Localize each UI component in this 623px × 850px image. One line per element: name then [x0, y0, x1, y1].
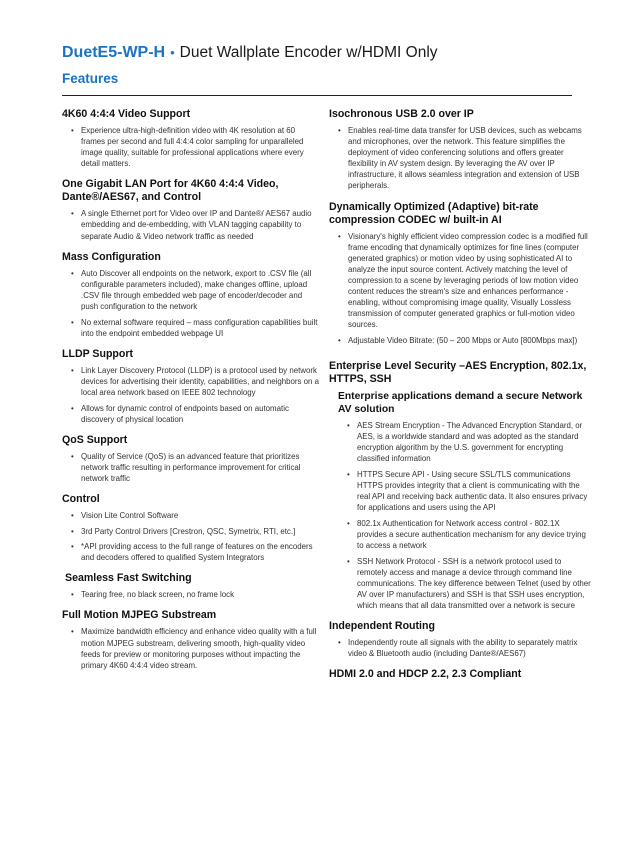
title-separator: • — [170, 45, 175, 60]
section-title: LLDP Support — [62, 347, 134, 360]
list-item: • Enables real-time data transfer for USB devices, such as webcams and microphones, over the network. This feature simplifies the deployment of video conferencing solutions and offers greater flexibility in AV system design. By leveraging the AV over IP infrastructure, it allows seamless integration and extension of USB peripherals. — [348, 125, 591, 192]
list-item: • Allows for dynamic control of endpoints based on automatic discovery of physical location — [81, 403, 320, 425]
list-item: • *API providing access to the full range of features on the encoders and decoders offered to qualified System Integrators — [81, 541, 320, 563]
section-mjpeg-substream — [62, 609, 320, 670]
model-name: DuetE5-WP-H — [62, 44, 166, 61]
section-title: HDMI 2.0 and HDCP 2.2, 2.3 Compliant — [329, 668, 522, 681]
list-item: • Tearing free, no black screen, no frame lock — [81, 589, 320, 600]
header-divider — [62, 95, 572, 96]
section-title: Mass Configuration — [62, 250, 161, 263]
document-header — [62, 44, 438, 62]
list-item: • Maximize bandwidth efficiency and enhance video quality with a full motion MJPEG substream, delivering smooth, high-quality video feeds for preview or monitoring purposes without impacting the primary 4K60 4:4:4 video stream. — [81, 626, 320, 670]
section-title: Control — [62, 492, 100, 505]
section-usb-over-ip — [329, 108, 591, 192]
list-item: • AES Stream Encryption - The Advanced Encryption Standard, or AES, is a worldwide standard and was adopted as the standard encryption algorithm by the U.S. government for encrypting classified information — [357, 420, 591, 464]
section-seamless-switching — [62, 572, 320, 600]
section-control — [62, 493, 320, 563]
list-item: • Auto Discover all endpoints on the network, export to .CSV file (all configurable parameters included), make changes offline, upload .CSV file through embedded web page of encoder/decoder and push configuration to the network — [81, 268, 320, 312]
section-title: Isochronous USB 2.0 over IP — [329, 108, 474, 120]
section-adaptive-codec — [329, 201, 591, 346]
section-title: Dynamically Optimized (Adaptive) bit-rate compression CODEC w/ built-in AI — [329, 200, 539, 226]
list-item: • Quality of Service (QoS) is an advanced feature that prioritizes network traffic resulting in performance improvement for critical network traffic — [81, 451, 320, 484]
list-item: • Adjustable Video Bitrate: (50 – 200 Mbps or Auto [800Mbps max]) — [348, 335, 591, 346]
section-qos — [62, 434, 320, 484]
section-title: Enterprise Level Security –AES Encryption, 802.1x, HTTPS, SSH — [329, 360, 587, 385]
list-item: • SSH Network Protocol - SSH is a network protocol used to remotely access and manage a device through command line communications. The key difference between Telnet (used by other AV over IP manufacturers) and SSH is that SSH uses encryption, which means that all data transmitted over a network is secure — [357, 556, 591, 611]
section-title: One Gigabit LAN Port for 4K60 4:4:4 Video, Dante®/AES67, and Control — [62, 178, 279, 204]
features-heading: Features — [62, 71, 119, 86]
section-independent-routing — [329, 620, 591, 659]
list-item: • Link Layer Discovery Protocol (LLDP) is a protocol used by network devices for advertising their identity, capabilities, and neighbors on a local area network based on IEEE 802 technology — [81, 365, 320, 398]
section-4k60-video — [62, 108, 320, 169]
product-subtitle: Duet Wallplate Encoder w/HDMI Only — [179, 44, 438, 61]
list-item: • Vision Lite Control Software — [81, 510, 320, 521]
section-title: Full Motion MJPEG Substream — [62, 609, 217, 622]
list-item: • A single Ethernet port for Video over IP and Dante®/ AES67 audio embedding and de-embedding, with VLAN tagging capability to separate Audio & Video network traffic as needed — [81, 208, 320, 241]
section-gigabit-lan — [62, 178, 320, 241]
section-title: Seamless Fast Switching — [65, 572, 192, 585]
section-lldp — [62, 348, 320, 425]
section-title: 4K60 4:4:4 Video Support — [62, 108, 191, 120]
list-item: • Visionary's highly efficient video compression codec is a modified full frame encoding that dynamically optimizes for fine lines (computer generated graphics) or motion video by using sophisticated AI to analyze the input source content. Actively matching the level of compression to a scene by leveraging periods of low motion video content reduces the stream's size and enhances performance - enabling, without compromising image quality, Visually Lossless transmission of computer generated graphics or full-motion video sources. — [348, 231, 591, 331]
section-title: Independent Routing — [329, 620, 435, 632]
list-item: • Experience ultra-high-definition video with 4K resolution at 60 frames per second and full 4:4:4 color sampling for unparalleled image quality, suitable for professional applications where every detail matters. — [81, 125, 320, 169]
section-enterprise-security — [329, 360, 591, 611]
section-title: QoS Support — [62, 433, 128, 446]
left-column — [62, 108, 320, 680]
right-column — [329, 108, 591, 685]
list-item: • No external software required – mass configuration capabilities built into the endpoint embedded webpage UI — [81, 317, 320, 339]
list-item: • HTTPS Secure API - Using secure SSL/TLS communications HTTPS provides integrity that a client is communicating with the real API and receiving back authentic data. It also ensures privacy for applications and users using the API — [357, 469, 591, 513]
list-item: • 802.1x Authentication for Network access control - 802.1X provides a secure authentication mechanism for any device trying to access a network — [357, 518, 591, 551]
section-hdmi-hdcp — [329, 668, 591, 681]
list-item: • 3rd Party Control Drivers [Crestron, QSC, Symetrix, RTI, etc.] — [81, 526, 320, 537]
list-item: • Independently route all signals with the ability to separately matrix video & Bluetooth audio (including Dante®/AES67) — [348, 637, 591, 659]
section-mass-configuration — [62, 251, 320, 339]
section-subtitle: Enterprise applications demand a secure Network AV solution — [338, 391, 583, 415]
